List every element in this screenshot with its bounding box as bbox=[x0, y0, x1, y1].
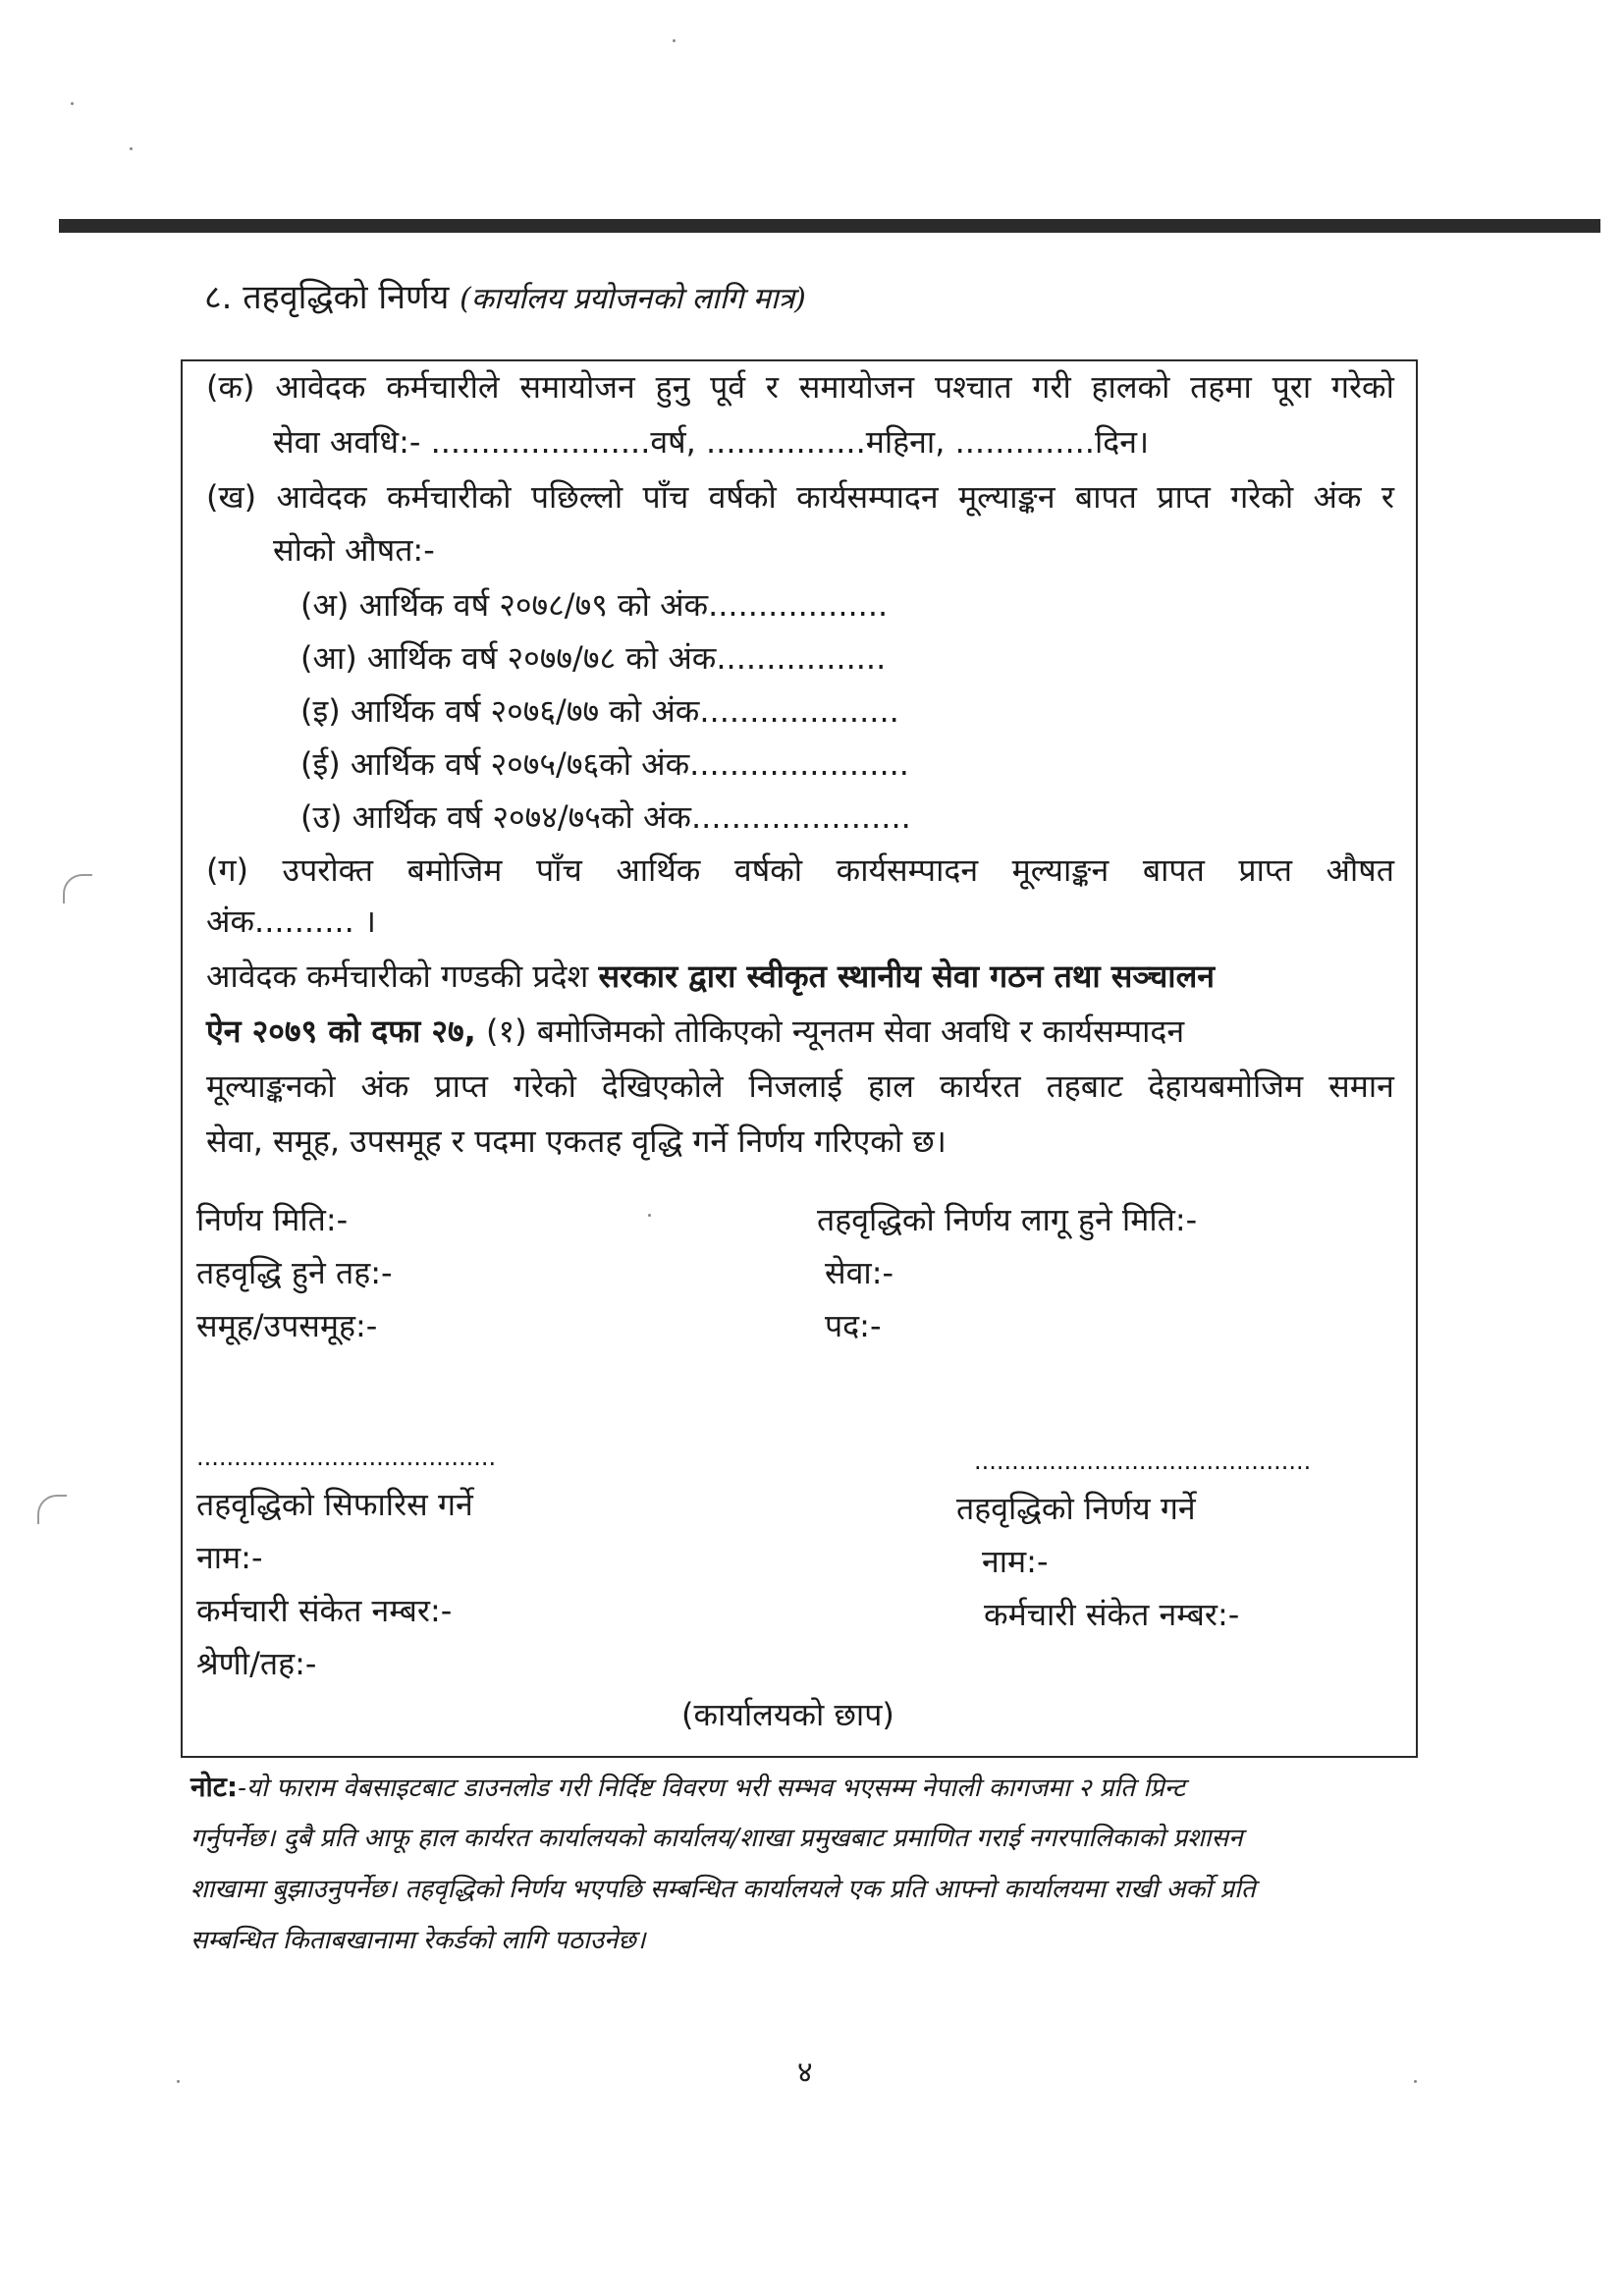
word: मूल्याङ्कन bbox=[957, 478, 1056, 516]
section-heading: ८. तहवृद्धिको निर्णय bbox=[204, 278, 450, 317]
ka-label: (क) bbox=[206, 368, 255, 406]
left-signature-line: ........................................ bbox=[196, 1444, 497, 1471]
scan-speck bbox=[130, 147, 133, 150]
word: मूल्याङ्कन bbox=[1011, 851, 1110, 889]
scan-speck bbox=[71, 102, 74, 105]
word: र bbox=[765, 368, 779, 406]
post-field: पद:- bbox=[825, 1307, 882, 1344]
ka-line-1 bbox=[206, 365, 1394, 409]
fiscal-year-score-1: (अ) आर्थिक वर्ष २०७८/७९ को अंक.................. bbox=[300, 586, 889, 624]
scan-speck bbox=[673, 39, 676, 42]
word: बमोजिम bbox=[406, 851, 503, 889]
word: तहबाट bbox=[1046, 1067, 1123, 1105]
word: पाँच bbox=[642, 478, 689, 516]
word: प्राप्त bbox=[1157, 478, 1211, 516]
average-label: सोको औषत:- bbox=[273, 531, 435, 569]
ga-label: (ग) bbox=[206, 851, 248, 889]
word: बापत bbox=[1074, 478, 1137, 516]
word: कर्मचारीले bbox=[386, 368, 500, 406]
word: कर्मचारीको bbox=[386, 478, 512, 516]
word: र bbox=[1380, 478, 1394, 516]
word: हुनु bbox=[655, 368, 690, 406]
ga-line-1 bbox=[206, 848, 1394, 892]
recommender-name: नाम:- bbox=[196, 1539, 263, 1576]
note-line-4: सम्बन्धित किताबखानामा रेकर्डको लागि पठाउनेछ। bbox=[190, 1926, 646, 1955]
punch-hole-mark bbox=[37, 1495, 67, 1524]
fiscal-year-score-4: (ई) आर्थिक वर्ष २०७५/७६को अंक...................... bbox=[300, 745, 909, 783]
word: समायोजन bbox=[519, 368, 635, 406]
word: पछिल्लो bbox=[530, 478, 623, 516]
note-line-3: शाखामा बुझाउनुपर्नेछ। तहवृद्धिको निर्णय भएपछि सम्बन्धित कार्यालयले एक प्रति आफ्नो कार्यालयमा राखी अर्को प्रति bbox=[190, 1875, 1256, 1904]
note-label: नोट: bbox=[190, 1771, 239, 1803]
word: पाँच bbox=[536, 851, 582, 889]
service-field: सेवा:- bbox=[825, 1254, 894, 1291]
section-note: (कार्यालय प्रयोजनको लागि मात्र) bbox=[460, 282, 806, 316]
decision-text: (१) बमोजिमको तोकिएको न्यूनतम सेवा अवधि र कार्यसम्पादन bbox=[486, 1012, 1185, 1050]
decision-text: आवेदक कर्मचारीको गण्डकी प्रदेश bbox=[206, 957, 589, 995]
word: हाल bbox=[867, 1067, 914, 1105]
word: अंक bbox=[1313, 478, 1362, 516]
average-score-line: अंक.......... । bbox=[206, 902, 377, 940]
word: औषत bbox=[1326, 851, 1394, 889]
word: पूरा bbox=[1272, 368, 1312, 406]
note-line-1 bbox=[190, 1768, 1185, 1808]
service-period-line: सेवा अवधि:- ......................वर्ष, ................महिना, ..............दिन। bbox=[273, 423, 1150, 461]
note-line-2: गर्नुपर्नेछ। दुबै प्रति आफू हाल कार्यरत कार्यालयको कार्यालय/शाखा प्रमुखबाट प्रमाणित गराई नगरपालिकाको प्रशासन bbox=[190, 1824, 1243, 1853]
header-rule bbox=[59, 219, 1600, 233]
word: गरेको bbox=[1230, 478, 1294, 516]
recommender-grade: श्रेणी/तह:- bbox=[196, 1645, 317, 1682]
right-signature-line: ............................................. bbox=[974, 1448, 1312, 1475]
word: गरेको bbox=[513, 1067, 576, 1105]
word: कार्यसम्पादन bbox=[796, 478, 939, 516]
fiscal-year-score-2: (आ) आर्थिक वर्ष २०७७/७८ को अंक................. bbox=[300, 639, 887, 677]
group-field: समूह/उपसमूह:- bbox=[196, 1307, 378, 1344]
decider-code: कर्मचारी संकेत नम्बर:- bbox=[984, 1596, 1240, 1633]
word: आवेदक bbox=[276, 478, 367, 516]
word: देहायबमोजिम bbox=[1148, 1067, 1304, 1105]
level-field: तहवृद्धि हुने तह:- bbox=[196, 1254, 393, 1291]
word: कार्यरत bbox=[939, 1067, 1021, 1105]
word: देखिएकोले bbox=[601, 1067, 724, 1105]
word: गरी bbox=[1032, 368, 1071, 406]
decision-line-3 bbox=[206, 1065, 1394, 1108]
decider-title: तहवृद्धिको निर्णय गर्ने bbox=[956, 1490, 1196, 1527]
office-stamp-label: (कार्यालयको छाप) bbox=[681, 1696, 894, 1733]
scan-speck bbox=[177, 2080, 180, 2083]
decision-line-1 bbox=[206, 955, 1215, 998]
word: मूल्याङ्कनको bbox=[206, 1067, 336, 1105]
page-number: ४ bbox=[797, 2055, 813, 2090]
word: वर्षको bbox=[733, 851, 803, 889]
word: अंक bbox=[360, 1067, 409, 1105]
decision-text-bold: ऐन २०७९ को दफा २७, bbox=[206, 1012, 476, 1050]
fiscal-year-score-5: (उ) आर्थिक वर्ष २०७४/७५को अंक...................... bbox=[300, 798, 911, 836]
decision-form-box bbox=[181, 359, 1418, 1758]
word: बापत bbox=[1142, 851, 1205, 889]
fiscal-year-score-3: (इ) आर्थिक वर्ष २०७६/७७ को अंक.................... bbox=[300, 692, 899, 730]
decision-line-2 bbox=[206, 1010, 1184, 1053]
word: समान bbox=[1328, 1067, 1394, 1105]
effective-date-field: तहवृद्धिको निर्णय लागू हुने मिति:- bbox=[817, 1201, 1198, 1238]
word: समायोजन bbox=[798, 368, 915, 406]
decider-name: नाम:- bbox=[982, 1543, 1049, 1580]
scan-speck bbox=[1414, 2080, 1417, 2083]
section-title bbox=[204, 273, 806, 318]
kha-line-1 bbox=[206, 475, 1394, 519]
note-text: -यो फाराम वेबसाइटबाट डाउनलोड गरी निर्दिष्ट विवरण भरी सम्भव भएसम्म नेपाली कागजमा २ प्रति प्रिन्ट bbox=[238, 1774, 1186, 1803]
word: आर्थिक bbox=[616, 851, 701, 889]
word: पश्चात bbox=[934, 368, 1012, 406]
word: कार्यसम्पादन bbox=[836, 851, 979, 889]
decision-date-field: निर्णय मिति:- bbox=[196, 1201, 349, 1238]
recommender-title: तहवृद्धिको सिफारिस गर्ने bbox=[196, 1486, 473, 1523]
word: तहमा bbox=[1190, 368, 1252, 406]
word: प्राप्त bbox=[434, 1067, 488, 1105]
word: वर्षको bbox=[708, 478, 777, 516]
word: निजलाई bbox=[748, 1067, 842, 1105]
word: पूर्व bbox=[710, 368, 746, 406]
word: प्राप्त bbox=[1238, 851, 1292, 889]
punch-hole-mark bbox=[63, 874, 92, 903]
decision-line-4: सेवा, समूह, उपसमूह र पदमा एकतह वृद्धि गर्ने निर्णय गरिएको छ। bbox=[206, 1122, 947, 1160]
word: गरेको bbox=[1330, 368, 1394, 406]
word: आवेदक bbox=[275, 368, 366, 406]
decision-text-bold: सरकार द्वारा स्वीकृत स्थानीय सेवा गठन तथा सञ्चालन bbox=[598, 957, 1216, 995]
recommender-code: कर्मचारी संकेत नम्बर:- bbox=[196, 1592, 453, 1629]
word: हालको bbox=[1091, 368, 1170, 406]
kha-label: (ख) bbox=[206, 478, 257, 516]
word: उपरोक्त bbox=[282, 851, 374, 889]
